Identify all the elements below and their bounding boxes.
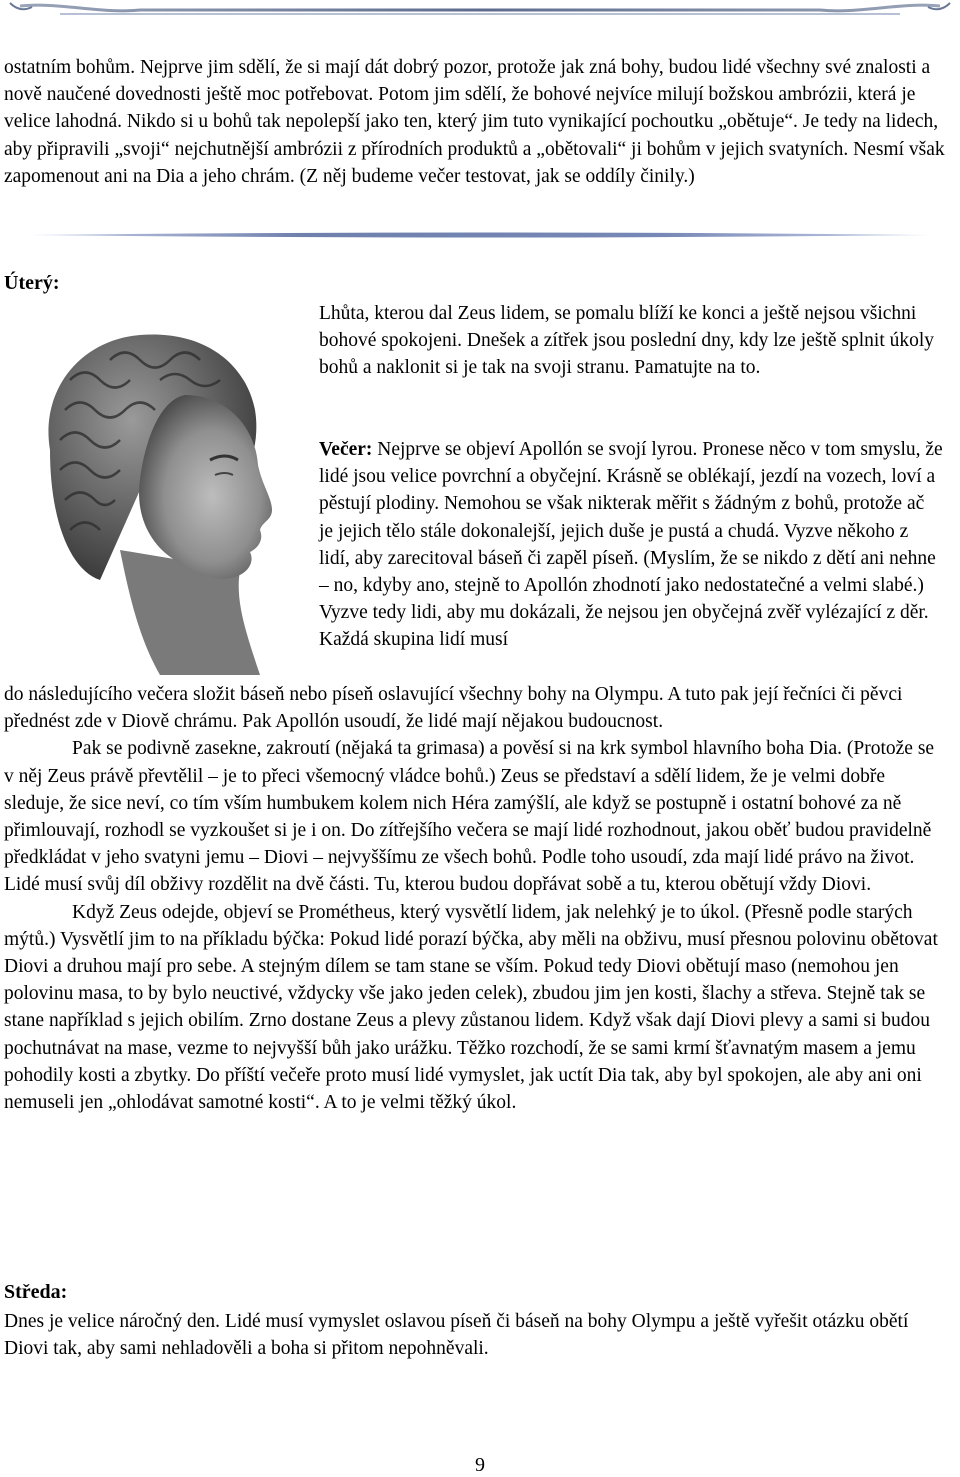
- section-divider: [30, 228, 930, 242]
- vecer-text: Nejprve se objeví Apollón se svojí lyrou. Pronese něco v tom smyslu, že lidé jsou velice povrchní a obyčejní. Krásně se oblékají, jezdí na vozech, loví a pěstují plodiny. Nemohou se však nikterak měřit s žádným z bohů, protože ač je jejich tělo stále dokonalejší, jejich duše je pustá a chudá. Vyzve někoho z lidí, aby zarecitoval báseň či zapěl píseň. (Myslím, že se nikdo z dětí ani nehne – no, kdyby ano, stejně to Apollón zhodnotí jako nedostatečné a velmi slabé.) Vyzve tedy lidi, aby mu dokázali, že nejsou jen obyčejná zvěř vylézající z děr. Každá skupina lidí musí: [319, 439, 943, 651]
- intro-paragraph: ostatním bohům. Nejprve jim sdělí, že si mají dát dobrý pozor, protože jak zná bohy, budou lidé všechny své znalosti a nově naučené dovednosti ještě moc potřebovat. Potom jim sdělí, že bohové nejvíce milují božskou ambrózii, která je velice lahodná. Nikdo si u bohů tak nepolepší jako ten, který jim tuto vynikající pochoutku „obětuje“. Je tedy na lidech, aby připravili „svoji“ nejchutnější ambrózii z přírodních produktů a „obětovali“ ji bohům v jejich svatyních. Nesmí však zapomenout ani na Dia a jeho chrám. (Z něj budeme večer testovat, jak se oddíly činily.): [4, 57, 945, 187]
- vecer-continuation-text: do následujícího večera složit báseň nebo píseň oslavující všechny bohy na Olympu. A tuto pak její řečníci či pěvci přednést zde v Diově chrámu. Pak Apollón usoudí, že lidé mají nějakou budoucnost.: [4, 684, 903, 733]
- utery-intro-paragraph: Lhůta, kterou dal Zeus lidem, se pomalu blíží ke konci a ještě nejsou všichni bohové spokojeni. Dnešek a zítřek jsou poslední dny, kdy lze ještě splnit úkoly bohů a naklonit si je tak na svoji stranu. Pamatujte na to.: [319, 303, 935, 379]
- page-number: 9: [475, 1454, 485, 1476]
- vecer-label: Večer:: [319, 439, 373, 460]
- zeus-bust-image: [10, 300, 310, 675]
- streda-paragraph: Dnes je velice náročný den. Lidé musí vymyslet oslavou píseň či báseň na bohy Olympu a ještě vyřešit otázku obětí Diovi tak, aby sami nehladověli a boha si přitom nepohněvali.: [4, 1311, 909, 1360]
- utery-continuation: [4, 681, 948, 1116]
- heading-streda: Středa:: [4, 1281, 68, 1303]
- top-ornament-divider: [0, 0, 960, 22]
- prometheus-paragraph: Když Zeus odejde, objeví se Prométheus, který vysvětlí lidem, jak nelehký je to úkol. (Přesně podle starých mýtů.) Vysvětlí jim to na příkladu býčka: Pokud lidé porazí býčka, aby měli na obživu, musí přesnou polovinu obětovat Diovi a druhou mají pro sebe. A stejným dílem se tam stane se vším. Pokud tedy Diovi obětují maso (nemohou jen polovinu masa, to by bylo neuctivé, vždycky vše jako jeden celek), zbudou jim jen kosti, šlachy a střeva. Stejně tak se stane například s jejich obilím. Zrno dostane Zeus a plevy zůstanou lidem. Když však dají Diovi plevy a sami si budou pochutnávat na mase, vezme to nejvyšší bůh jako urážku. Těžko rozchodí, že se sami krmí šťavnatým masem a jemu pohodily kosti a zbytky. Do příští večeře proto musí lidé vymyslet, jak uctít Dia tak, aby byl spokojen, ale aby ani oni nemuseli jen „ohlodávat samotné kosti“. A to je velmi těžký úkol.: [4, 901, 938, 1114]
- heading-utery: Úterý:: [4, 272, 60, 294]
- zeus-paragraph: Pak se podivně zasekne, zakroutí (nějaká ta grimasa) a pověsí si na krk symbol hlavního boha Dia. (Protože se v něj Zeus právě převtělil – je to přeci všemocný vládce bohů.) Zeus se představí a sdělí lidem, že je velmi dobře sleduje, že sice neví, co tím vším humbukem kolem nich Héra zamýšlí, ale když se postupně i ostatní bohové za ně přimlouvají, rozhodl se vyzkoušet si je i on. Do zítřejšího večera se mají lidé rozhodnout, jakou oběť budou pravidelně předkládat v jeho svatyni jemu – Diovi – nejvyššímu ze všech bohů. Podle toho usoudí, zda mají lidé právo na život. Lidé musí svůj díl obživy rozdělit na dvě části. Tu, kterou budou dopřávat sobě a tu, kterou obětují vždy Diovi.: [4, 738, 935, 896]
- utery-vecer-paragraph: [319, 436, 943, 654]
